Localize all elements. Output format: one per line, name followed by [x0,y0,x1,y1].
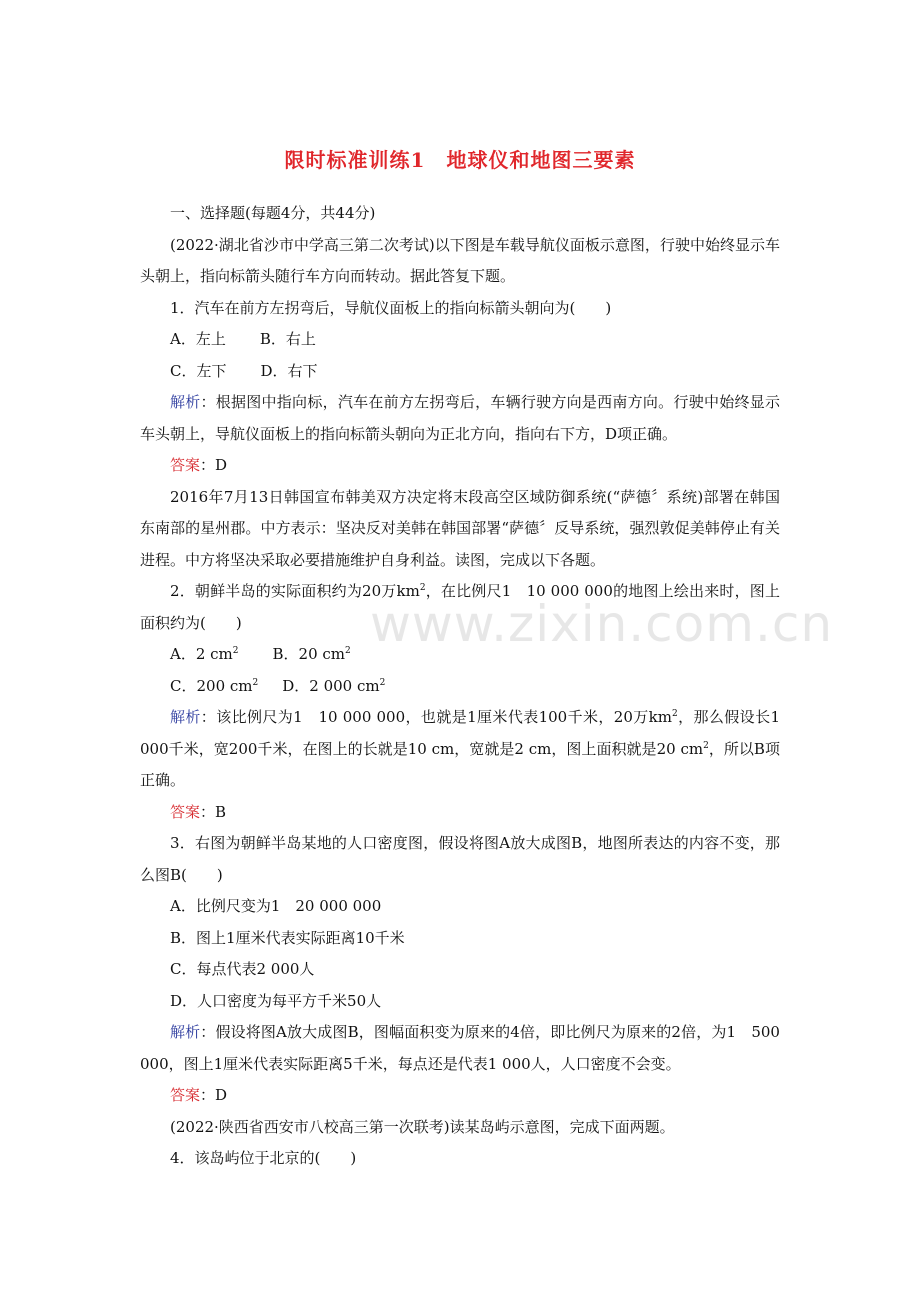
intro-paragraph-3: (2022·陕西省西安市八校高三第一次联考)读某岛屿示意图，完成下面两题。 [170,1117,675,1136]
answer-label: 答案 [170,456,201,474]
answer-label: 答案 [170,1086,201,1104]
option-b: B．20 $cm^2$ [272,645,351,663]
option-a: A．左上 [170,330,226,348]
question-3-answer: 答案：D [170,1086,228,1104]
question-1-options-cd [140,356,780,388]
question-3-analysis: 解析：假设将图A放大成图B，图幅面积变为原来的4倍，即比例尺为原来的2倍，为1 500 000，图上1厘米代表实际距离5千米，每点还是代表1 000人，人口密度不会变。 [140,1023,780,1073]
question-3-stem: 3．右图为朝鲜半岛某地的人口密度图，假设将图A放大成图B，地图所表达的内容不变，那么图B( ) [140,834,780,884]
option-d: D．人口密度为每平方千米50人 [170,991,382,1010]
option-c: C．每点代表2 000人 [170,960,315,978]
question-2-stem: 2．朝鲜半岛的实际面积约为20万$km^2$，在比例尺1 10 000 000的地图上绘出来时，图上面积约为( ) [140,582,780,632]
option-d: D．2 000 $cm^2$ [282,676,386,695]
page-title: 限时标准训练1 地球仪和地图三要素 [284,148,636,172]
analysis-label: 解析 [170,393,201,411]
question-1-stem: 1．汽车在前方左拐弯后，导航仪面板上的指向标箭头朝向为( ) [170,298,612,317]
option-c: C．左下 [170,361,227,380]
answer-value: D [215,456,228,474]
question-2-options-cd [140,671,780,703]
option-b: B．右上 [259,330,316,348]
question-1-analysis: 解析：根据图中指向标，汽车在前方左拐弯后，车辆行驶方向是西南方向。行驶中始终显示车头朝上，导航仪面板上的指向标箭头朝向为正北方向，指向右下方，D项正确。 [140,393,780,443]
intro-paragraph-2: 2016年7月13日韩国宣布韩美双方决定将末段高空区域防御系统(“萨德〞系统)部署在韩国东南部的星州郡。中方表示：坚决反对美韩在韩国部署“萨德〞反导系统，强烈敦促美韩停止有关进程。中方将坚决采取必要措施维护自身利益。读图，完成以下各题。 [140,487,780,569]
option-c: C．200 $cm^2$ [170,676,259,695]
question-1-options-ab [140,324,780,356]
answer-label: 答案 [170,802,201,821]
analysis-label: 解析 [170,1023,201,1041]
answer-value: B [215,802,227,821]
question-2-answer: 答案：B [170,802,227,821]
analysis-label: 解析 [170,708,201,726]
intro-paragraph-1: (2022·湖北省沙市中学高三第二次考试)以下图是车载导航仪面板示意图，行驶中始终显示车头朝上，指向标箭头随行车方向而转动。据此答复下题。 [140,235,780,285]
document-body [140,198,780,1175]
question-1-answer: 答案：D [170,456,228,474]
question-2-analysis: 解析：该比例尺为1 10 000 000，也就是1厘米代表100千米，20万$km^2$，那么假设长1 000千米，宽200千米，在图上的长就是10 cm，宽就是2 cm，图上面积就是20 $cm^2$，所以B项正确。 [140,708,780,789]
option-b: B．图上1厘米代表实际距离10千米 [170,928,405,947]
answer-value: D [215,1086,228,1104]
option-a: A．比例尺变为1 20 000 000 [170,897,382,915]
analysis-text: 根据图中指向标，汽车在前方左拐弯后，车辆行驶方向是西南方向。行驶中始终显示车头朝上，导航仪面板上的指向标箭头朝向为正北方向，指向右下方，D项正确。 [140,393,780,443]
question-4-stem: 4．该岛屿位于北京的( ) [170,1149,357,1167]
analysis-text: 假设将图A放大成图B，图幅面积变为原来的4倍，即比例尺为原来的2倍，为1 500 000，图上1厘米代表实际距离5千米，每点还是代表1 000人，人口密度不会变。 [140,1023,780,1073]
option-a: A．2 $cm^2$ [170,645,239,663]
question-2-options-ab [140,639,780,671]
option-d: D．右下 [260,361,318,380]
section-heading: 一、选择题(每题4分，共44分) [170,204,376,222]
watermark: www.zixin.com.cn [370,595,834,653]
